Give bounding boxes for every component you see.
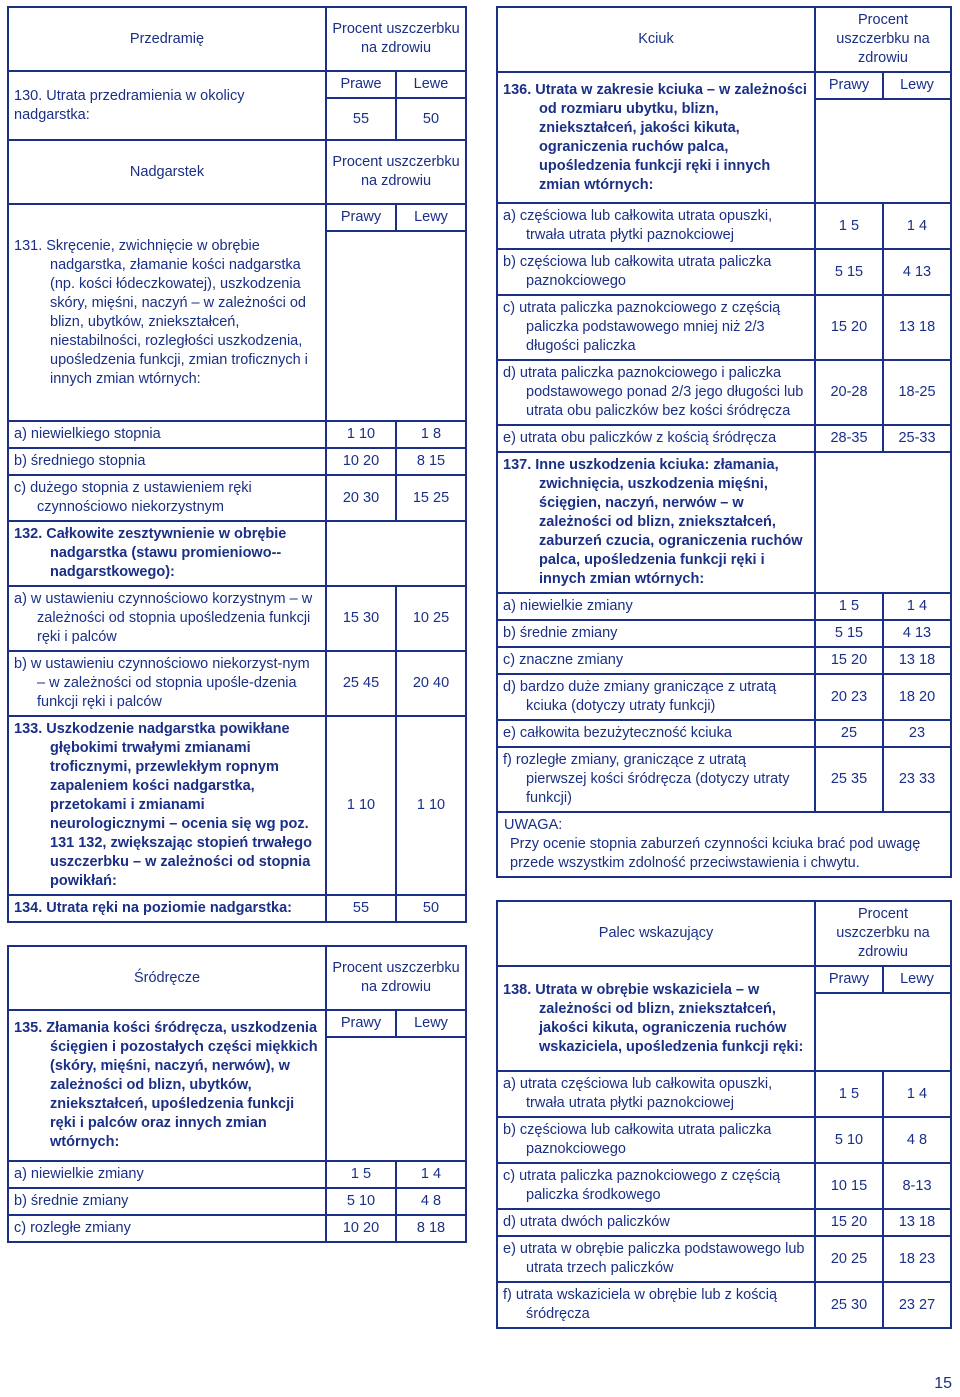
section-title-kciuk: Kciuk: [497, 7, 815, 72]
table-row: [497, 720, 951, 747]
value-left: 23 33: [883, 747, 951, 812]
left-column: [7, 6, 465, 1243]
item-130: 130. Utrata przedramienia w okolicy nadgarstka:: [8, 71, 326, 140]
row-label: a) niewielkiego stopnia: [8, 421, 326, 448]
table-nadgarstek: [7, 6, 467, 923]
value-right: 5 15: [815, 620, 883, 647]
column-header-left: Lewy: [396, 204, 466, 231]
blank-cell: [326, 1037, 466, 1161]
value-130-left: 50: [396, 98, 466, 140]
table-row: [497, 593, 951, 620]
table-row: [497, 1117, 951, 1163]
row-label: a) w ustawieniu czynnościowo korzystnym – w zależności od stopnia upośledzenia funkcji ręki i palców: [8, 586, 326, 651]
page-number: 15: [934, 1375, 952, 1392]
blank-cell: [326, 231, 466, 421]
value-left: 8 15: [396, 448, 466, 475]
value-right: 20 30: [326, 475, 396, 521]
table-row: [497, 1163, 951, 1209]
value-right: 15 20: [815, 1209, 883, 1236]
row-label: b) średniego stopnia: [8, 448, 326, 475]
value-left: 15 25: [396, 475, 466, 521]
note-box: [497, 812, 951, 877]
value-left: 18 20: [883, 674, 951, 720]
value-left: 1 4: [883, 1071, 951, 1117]
column-header-right: Prawy: [326, 1010, 396, 1037]
row-label: f) rozległe zmiany, graniczące z utratą pierwszej kości śródręcza (dotyczy utraty funkcji): [497, 747, 815, 812]
table-row: [497, 425, 951, 452]
value-130-right: 55: [326, 98, 396, 140]
item-133: 133. Uszkodzenie nadgarstka powikłane głębokimi trwałymi zmianami troficznymi, przewlekłym ropnym zapaleniem kości nadgarstka, przetokami i zmianami neurologicznymi – ocenia się wg poz. 131 132, zwiększając stopień trwałego uszczerbku – w zależności od stopnia powikłań:: [8, 716, 326, 895]
column-header-left: Lewy: [883, 966, 951, 993]
blank-cell: [815, 452, 951, 593]
right-column: [496, 6, 950, 1329]
value-right: 5 10: [326, 1188, 396, 1215]
table-row: [497, 203, 951, 249]
value-left: 1 4: [883, 203, 951, 249]
item-134: 134. Utrata ręki na poziomie nadgarstka:: [8, 895, 326, 922]
value-right: 28-35: [815, 425, 883, 452]
table-palec-wskazujacy: [496, 900, 952, 1329]
section-title-srodrecze: Śródręcze: [8, 946, 326, 1010]
row-label: d) utrata dwóch paliczków: [497, 1209, 815, 1236]
value-left: 1 8: [396, 421, 466, 448]
item-136: 136. Utrata w zakresie kciuka – w zależności od rozmiaru ubytku, blizn, zniekształceń, jakości kikuta, ograniczenia ruchów palca, upośledzenia funkcji ręki i innych zmian wtórnych:: [497, 72, 815, 203]
value-left: 23 27: [883, 1282, 951, 1328]
item-138: 138. Utrata w obrębie wskaziciela – w zależności od blizn, zniekształceń, jakości kikuta, ograniczenia ruchów wskaziciela, upośledzenia funkcji ręki:: [497, 966, 815, 1071]
row-label: a) niewielkie zmiany: [497, 593, 815, 620]
value-left: 13 18: [883, 647, 951, 674]
item-131: 131. Skręcenie, zwichnięcie w obrębie nadgarstka, złamanie kości nadgarstka (np. kości łódeczkowatej), uszkodzenia skóry, mięśni, naczyń – w zależności od blizn, ubytków, zniekształceń, niestabilności, rozległości uszkodzenia, upośledzenia funkcji, zmian troficznych i innych zmian wtórnych:: [8, 204, 326, 421]
value-right: 20 25: [815, 1236, 883, 1282]
value-right: 10 20: [326, 1215, 396, 1242]
value-right: 15 20: [815, 647, 883, 674]
value-134-left: 50: [396, 895, 466, 922]
row-label: c) utrata paliczka paznokciowego z częścią paliczka podstawowego mniej niż 2/3 długości paliczka: [497, 295, 815, 360]
value-right: 1 5: [815, 593, 883, 620]
row-label: f) utrata wskaziciela w obrębie lub z kością śródręcza: [497, 1282, 815, 1328]
value-left: 18-25: [883, 360, 951, 425]
column-header-right: Prawy: [815, 72, 883, 99]
value-right: 25 30: [815, 1282, 883, 1328]
value-left: 13 18: [883, 1209, 951, 1236]
row-label: d) bardzo duże zmiany graniczące z utratą kciuka (dotyczy utraty funkcji): [497, 674, 815, 720]
value-133-left: 1 10: [396, 716, 466, 895]
value-right: 10 15: [815, 1163, 883, 1209]
column-header-left: Lewy: [396, 1010, 466, 1037]
column-header-percent: Procent uszczerbku na zdrowiu: [326, 7, 466, 71]
table-row: [497, 360, 951, 425]
value-left: 13 18: [883, 295, 951, 360]
value-right: 1 5: [815, 203, 883, 249]
value-left: 1 4: [396, 1161, 466, 1188]
column-header-right: Prawy: [326, 204, 396, 231]
value-left: 4 8: [396, 1188, 466, 1215]
value-left: 8-13: [883, 1163, 951, 1209]
blank-cell: [815, 993, 951, 1071]
column-header-left: Lewe: [396, 71, 466, 98]
value-right: 25 35: [815, 747, 883, 812]
table-row: [8, 421, 466, 448]
table-row: [497, 1282, 951, 1328]
table-row: [8, 1215, 466, 1242]
section-title-przedramie: Przedramię: [8, 7, 326, 71]
value-134-right: 55: [326, 895, 396, 922]
row-label: b) częściowa lub całkowita utrata paliczka paznokciowego: [497, 249, 815, 295]
table-row: [497, 1071, 951, 1117]
value-left: 8 18: [396, 1215, 466, 1242]
item-135: 135. Złamania kości śródręcza, uszkodzenia ścięgien i pozostałych części miękkich (skóry, mięśni, naczyń, nerwów), w zależności od blizn, ubytków, zniekształceń, upośledzenia funkcji ręki i palców oraz innych zmian wtórnych:: [8, 1010, 326, 1161]
row-label: a) częściowa lub całkowita utrata opuszki, trwała utrata płytki paznokciowej: [497, 203, 815, 249]
table-row: [497, 620, 951, 647]
row-label: c) utrata paliczka paznokciowego z częścią paliczka środkowego: [497, 1163, 815, 1209]
table-row: [8, 651, 466, 716]
table-row: [8, 475, 466, 521]
blank-cell: [815, 99, 951, 203]
value-right: 20 23: [815, 674, 883, 720]
row-label: e) całkowita bezużyteczność kciuka: [497, 720, 815, 747]
row-label: c) dużego stopnia z ustawieniem ręki czynnościowo niekorzystnym: [8, 475, 326, 521]
note-text: Przy ocenie stopnia zaburzeń czynności kciuka brać pod uwagę przede wszystkim zdolność przeciwstawienia i chwytu.: [510, 836, 921, 871]
item-132: 132. Całkowite zesztywnienie w obrębie nadgarstka (stawu promieniowo--nadgarstkowego):: [8, 521, 326, 586]
table-row: [8, 1188, 466, 1215]
column-header-right: Prawy: [815, 966, 883, 993]
table-row: [497, 747, 951, 812]
row-label: e) utrata obu paliczków z kością śródręcza: [497, 425, 815, 452]
table-row: [497, 674, 951, 720]
table-row: [497, 295, 951, 360]
row-label: b) w ustawieniu czynnościowo niekorzyst-nym – w zależności od stopnia upośle-dzenia funkcji ręki i palców: [8, 651, 326, 716]
value-right: 5 15: [815, 249, 883, 295]
row-label: e) utrata w obrębie paliczka podstawowego lub utrata trzech paliczków: [497, 1236, 815, 1282]
row-label: b) średnie zmiany: [497, 620, 815, 647]
table-row: [497, 647, 951, 674]
value-right: 5 10: [815, 1117, 883, 1163]
value-left: 25-33: [883, 425, 951, 452]
section-title-nadgarstek: Nadgarstek: [8, 140, 326, 204]
row-label: c) znaczne zmiany: [497, 647, 815, 674]
value-133-right: 1 10: [326, 716, 396, 895]
value-left: 4 8: [883, 1117, 951, 1163]
table-row: [8, 586, 466, 651]
column-header-percent: Procent uszczerbku na zdrowiu: [815, 901, 951, 966]
value-right: 10 20: [326, 448, 396, 475]
column-header-percent: Procent uszczerbku na zdrowiu: [326, 140, 466, 204]
note-title: UWAGA:: [504, 817, 563, 833]
value-left: 18 23: [883, 1236, 951, 1282]
row-label: b) częściowa lub całkowita utrata paliczka paznokciowego: [497, 1117, 815, 1163]
table-row: [8, 448, 466, 475]
table-srodrecze: [7, 945, 467, 1243]
table-kciuk: [496, 6, 952, 878]
value-right: 1 5: [326, 1161, 396, 1188]
value-left: 4 13: [883, 620, 951, 647]
value-left: 10 25: [396, 586, 466, 651]
value-right: 25 45: [326, 651, 396, 716]
column-header-percent: Procent uszczerbku na zdrowiu: [326, 946, 466, 1010]
value-left: 20 40: [396, 651, 466, 716]
table-row: [497, 1209, 951, 1236]
blank-cell: [326, 521, 466, 586]
value-right: 1 5: [815, 1071, 883, 1117]
value-right: 1 10: [326, 421, 396, 448]
item-137: 137. Inne uszkodzenia kciuka: złamania, zwichnięcia, uszkodzenia mięśni, ścięgien, naczyń, nerwów – w zależności od blizn, zniekształceń, zaburzeń czucia, ograniczenia ruchów palca, upośledzenia funkcji ręki i innych zmian wtórnych:: [497, 452, 815, 593]
section-title-palec-wskazujacy: Palec wskazujący: [497, 901, 815, 966]
row-label: a) niewielkie zmiany: [8, 1161, 326, 1188]
spacer: [7, 923, 465, 945]
column-header-right: Prawe: [326, 71, 396, 98]
value-left: 1 4: [883, 593, 951, 620]
row-label: d) utrata paliczka paznokciowego i paliczka podstawowego ponad 2/3 jego długości lub utrata obu paliczków bez kości śródręcza: [497, 360, 815, 425]
column-header-left: Lewy: [883, 72, 951, 99]
spacer: [496, 878, 950, 900]
value-left: 4 13: [883, 249, 951, 295]
row-label: c) rozległe zmiany: [8, 1215, 326, 1242]
value-right: 20-28: [815, 360, 883, 425]
row-label: b) średnie zmiany: [8, 1188, 326, 1215]
row-label: a) utrata częściowa lub całkowita opuszki, trwała utrata płytki paznokciowej: [497, 1071, 815, 1117]
column-header-percent: Procent uszczerbku na zdrowiu: [815, 7, 951, 72]
value-right: 25: [815, 720, 883, 747]
value-right: 15 30: [326, 586, 396, 651]
table-row: [497, 1236, 951, 1282]
value-left: 23: [883, 720, 951, 747]
value-right: 15 20: [815, 295, 883, 360]
table-row: [8, 1161, 466, 1188]
table-row: [497, 249, 951, 295]
